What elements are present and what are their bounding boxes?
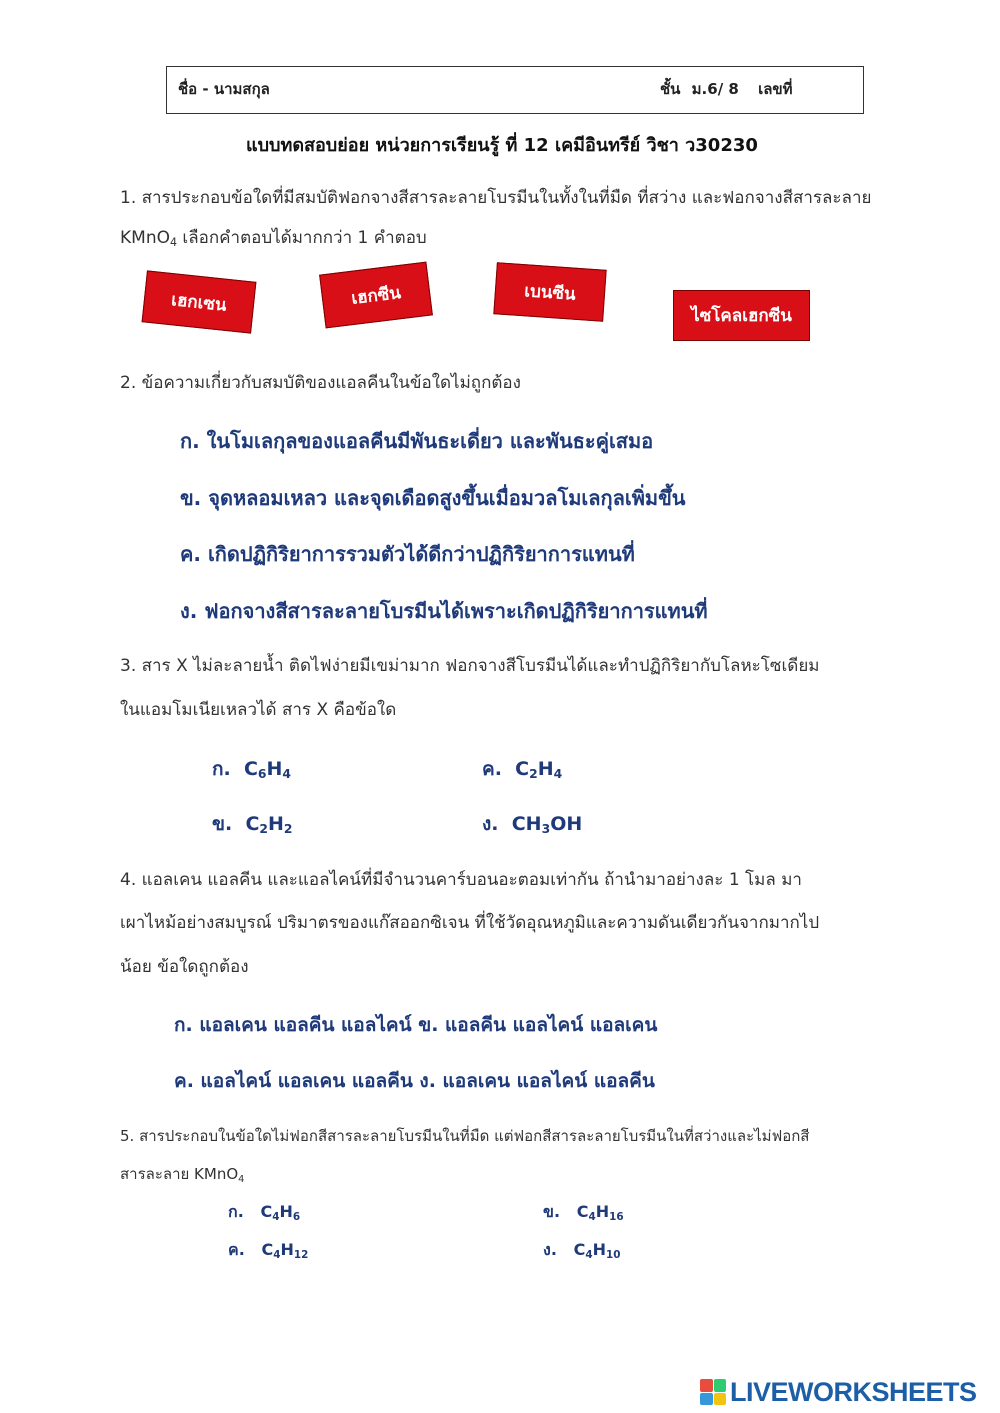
q3-a-h: H [266,758,283,780]
q5-a-c: C [260,1202,273,1221]
number-label: เลขที่ [758,80,793,98]
q2-option-c[interactable]: ค. เกิดปฏิกิริยาการรวมตัวได้ดีกว่าปฏิกิริยาการแทนที่ [180,542,635,566]
q3-b-n1: 2 [259,822,268,836]
q2-option-b[interactable]: ข. จุดหลอมเหลว และจุดเดือดสูงขึ้นเมื่อมวลโมเลกุลเพิ่มขึ้น [180,486,686,510]
q4-line2: เผาไหม้อย่างสมบูรณ์ ปริมาตรของแก๊สออกซิเจน ที่ใช้วัดอุณหภูมิและความดันเดียวกันจากมากไป [120,913,820,933]
q5-a-n2: 6 [292,1211,301,1223]
q5-d-n1: 4 [585,1249,593,1261]
q1-choice-cyclohexene[interactable]: ไซโคลเฮกซีน [673,290,810,341]
q3-option-b[interactable] [212,809,293,839]
q3-d-n1: 3 [541,822,551,836]
class-label [660,77,793,101]
q5-line1: 5. สารประกอบในข้อใดไม่ฟอกสีสารละลายโบรมีนในที่มืด แต่ฟอกสีสารละลายโบรมีนในที่สว่างและไม่ฟอกสี [120,1127,810,1145]
q5-option-b[interactable] [543,1200,624,1225]
q5-c-h: H [280,1240,294,1259]
class-value: ม.6/ 8 [691,80,739,98]
q5-c-c: C [261,1240,274,1259]
q1-line2 [120,224,427,251]
q4-options-row2[interactable]: ค. แอลไคน์ แอลเคน แอลคีน ง. แอลเคน แอลไคน์ แอลคีน [174,1070,655,1092]
q5-a-h: H [279,1202,293,1221]
logo-cell [700,1393,713,1406]
q3-c-n2: 4 [553,767,563,781]
page-title: แบบทดสอบย่อย หน่วยการเรียนรู้ ที่ 12 เคมีอินทรีย์ วิชา ว30230 [246,135,758,156]
q5-d-label: ง. [543,1240,557,1259]
q5-option-d[interactable] [543,1238,620,1263]
q3-c-c: C [515,758,530,780]
q1-kmno4-sub: 4 [169,236,178,249]
brand-text: LIVEWORKSHEETS [730,1376,977,1407]
logo-cell [700,1379,713,1392]
logo-cell [714,1393,727,1406]
q5-line2-text: สารละลาย KMnO [120,1165,239,1183]
q5-line2 [120,1162,244,1186]
q5-d-c: C [573,1240,586,1259]
q5-b-n1: 4 [588,1211,596,1223]
q3-a-c: C [243,758,258,780]
q3-b-label: ข. [212,813,233,835]
q4-line1: 4. แอลเคน แอลคีน และแอลไคน์ที่มีจำนวนคาร์บอนอะตอมเท่ากัน ถ้านำมาอย่างละ 1 โมล มา [120,870,802,890]
q5-d-n2: 10 [605,1249,621,1261]
q1-choice-hexene[interactable]: เฮกซีน [319,262,433,329]
q1-line2-rest: เลือกคำตอบได้มากกว่า 1 คำตอบ [177,228,427,248]
q3-b-h: H [268,813,284,835]
q2-question: 2. ข้อความเกี่ยวกับสมบัติของแอลคีนในข้อใดไม่ถูกต้อง [120,373,521,393]
q5-a-label: ก. [228,1202,244,1221]
q5-c-n1: 4 [273,1249,281,1261]
q3-c-label: ค. [482,758,502,780]
q3-c-h: H [537,758,554,780]
class-label-text: ชั้น [660,80,681,98]
q5-a-n1: 4 [272,1211,280,1223]
q5-b-h: H [595,1202,610,1221]
q3-line1: 3. สาร X ไม่ละลายน้ำ ติดไฟง่ายมีเขม่ามาก ฟอกจางสีโบรมีนได้และทำปฏิกิริยากับโลหะโซเดียม [120,656,820,676]
q5-b-c: C [576,1202,589,1221]
q5-b-label: ข. [543,1202,561,1221]
q3-a-n1: 6 [257,767,267,781]
q5-b-n2: 16 [609,1211,624,1223]
q1-kmno4: KMnO [120,228,170,248]
liveworksheets-brand [700,1377,977,1407]
q2-option-d[interactable]: ง. ฟอกจางสีสารละลายโบรมีนได้เพราะเกิดปฏิกิริยาการแทนที่ [180,599,708,623]
q1-line1: 1. สารประกอบข้อใดที่มีสมบัติฟอกจางสีสารละลายโบรมีนในทั้งในที่มืด ที่สว่าง และฟอกจางสีสารละลาย [120,188,872,208]
q3-option-a[interactable] [212,754,291,784]
q3-b-n2: 2 [283,822,293,836]
q2-option-a[interactable]: ก. ในโมเลกุลของแอลคีนมีพันธะเดี่ยว และพันธะคู่เสมอ [180,429,654,453]
q3-d-label: ง. [482,813,499,835]
q3-option-d[interactable] [482,809,582,839]
q5-d-h: H [592,1240,606,1259]
liveworksheets-logo-icon [700,1379,726,1405]
q4-line3: น้อย ข้อใดถูกต้อง [120,957,249,977]
q5-c-n2: 12 [293,1249,309,1261]
logo-cell [714,1379,727,1392]
q3-d-c: CH [511,813,542,835]
q3-d-h: OH [550,813,583,835]
q1-choice-benzene[interactable]: เบนซีน [493,262,606,322]
q3-c-n1: 2 [529,767,538,781]
q3-b-c: C [245,813,260,835]
q3-line2: ในแอมโมเนียเหลวได้ สาร X คือข้อใด [120,700,397,720]
q1-choice-hexane[interactable]: เฮกเซน [142,270,257,333]
q4-options-row1[interactable]: ก. แอลเคน แอลคีน แอลไคน์ ข. แอลคีน แอลไคน์ แอลเคน [174,1014,658,1036]
q3-a-n2: 4 [282,767,292,781]
q5-c-label: ค. [228,1240,245,1259]
q3-option-c[interactable] [482,754,562,784]
name-label: ชื่อ - นามสกุล [178,80,270,98]
q5-option-c[interactable] [228,1238,308,1263]
q3-a-label: ก. [212,758,231,780]
q5-line2-sub: 4 [238,1174,245,1185]
q5-option-a[interactable] [228,1200,300,1225]
